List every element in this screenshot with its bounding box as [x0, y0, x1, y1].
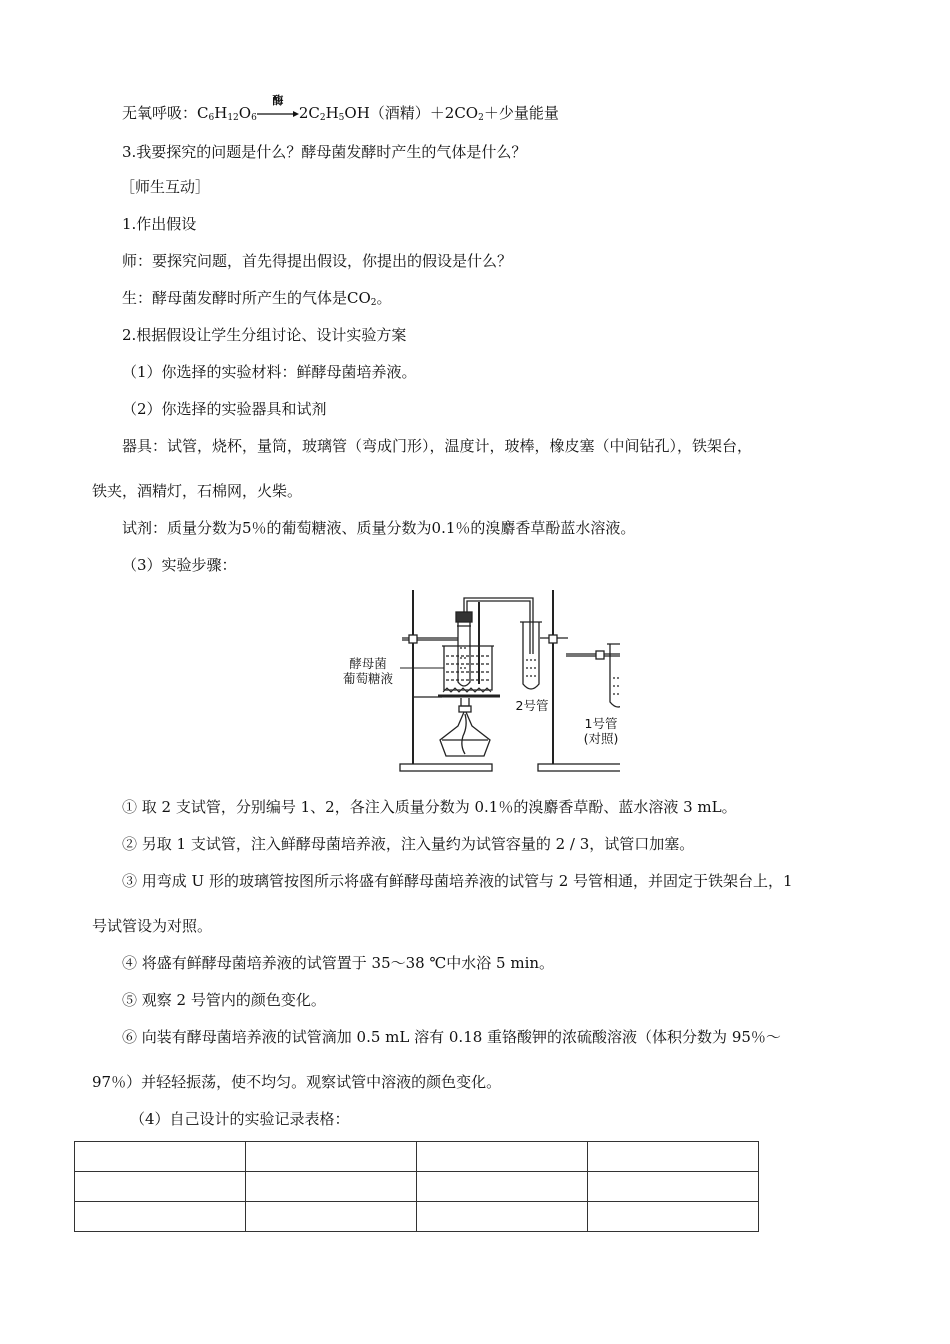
table-cell [246, 1202, 417, 1232]
label-tube-1: 1号管 (对照) [583, 716, 619, 746]
table-cell [417, 1172, 588, 1202]
label-yeast: 酵母菌 葡萄糖液 [342, 656, 393, 686]
table-row [75, 1172, 759, 1202]
question-line: 3.我要探究的问题是什么？酵母菌发酵时产生的气体是什么？ [122, 143, 527, 161]
enzyme-arrow: 酶 [257, 104, 299, 120]
equipment-line-1: 器具：试管，烧杯，量筒，玻璃管（弯成门形），温度计，玻棒，橡皮塞（中间钻孔），铁架台， [122, 437, 753, 455]
table-cell [417, 1142, 588, 1172]
table-cell [417, 1202, 588, 1232]
step-2: ② 另取 1 支试管，注入鲜酵母菌培养液，注入量约为试管容量的 2 / 3，试管口加塞。 [122, 835, 695, 853]
table-row [75, 1202, 759, 1232]
table-cell [246, 1172, 417, 1202]
table-cell [75, 1202, 246, 1232]
hypothesis-heading: 1.作出假设 [122, 215, 197, 233]
reagents-line: 试剂：质量分数为5％的葡萄糖液、质量分数为0.1％的溴麝香草酚蓝水溶液。 [122, 519, 636, 537]
materials-line: （1）你选择的实验材料：鲜酵母菌培养液。 [122, 363, 417, 381]
design-heading: 2.根据假设让学生分组讨论、设计实验方案 [122, 326, 407, 344]
table-cell [246, 1142, 417, 1172]
record-heading: （4）自己设计的实验记录表格： [130, 1110, 350, 1128]
step-1: ① 取 2 支试管，分别编号 1、2，各注入质量分数为 0.1％的溴麝香草酚、蓝水溶液 3 mL。 [122, 798, 737, 816]
table-cell [75, 1172, 246, 1202]
steps-heading: （3）实验步骤： [122, 556, 237, 574]
table-row [75, 1142, 759, 1172]
equipment-heading: （2）你选择的实验器具和试剂 [122, 400, 327, 418]
step-3-line-1: ③ 用弯成 U 形的玻璃管按图所示将盛有鲜酵母菌培养液的试管与 2 号管相通，并固定于铁架台上，1 [122, 872, 793, 890]
step-5: ⑤ 观察 2 号管内的颜色变化。 [122, 991, 326, 1009]
apparatus-figure [330, 586, 620, 780]
student-line: 生：酵母菌发酵时所产生的气体是$CO_2$。 [122, 289, 392, 308]
anaerobic-equation: 无氧呼吸：$C_6H_{12}O_6$ 酶 $2C_2H_5OH$（酒精）$+2CO_2+$少量能量 [122, 94, 559, 123]
step-4: ④ 将盛有鲜酵母菌培养液的试管置于 35～38 ℃中水浴 5 min。 [122, 954, 555, 972]
teacher-line: 师：要探究问题，首先得提出假设，你提出的假设是什么？ [122, 252, 513, 270]
step-6-line-1: ⑥ 向装有酵母菌培养液的试管滴加 0.5 mL 溶有 0.18 重铬酸钾的浓硫酸溶液（体积分数为 95％～ [122, 1028, 781, 1046]
label-tube-2: 2号管 [515, 698, 549, 713]
interaction-heading: ［师生互动］ [120, 178, 211, 196]
table-cell [588, 1142, 759, 1172]
step-3-line-2: 号试管设为对照。 [92, 917, 213, 935]
table-cell [588, 1172, 759, 1202]
record-table [74, 1141, 759, 1232]
table-cell [588, 1202, 759, 1232]
table-cell [75, 1142, 246, 1172]
reaction-arrow-icon [257, 110, 299, 118]
equipment-line-2: 铁夹，酒精灯，石棉网，火柴。 [92, 482, 303, 500]
step-6-line-2: 97％）并轻轻振荡，使不均匀。观察试管中溶液的颜色变化。 [92, 1073, 502, 1091]
